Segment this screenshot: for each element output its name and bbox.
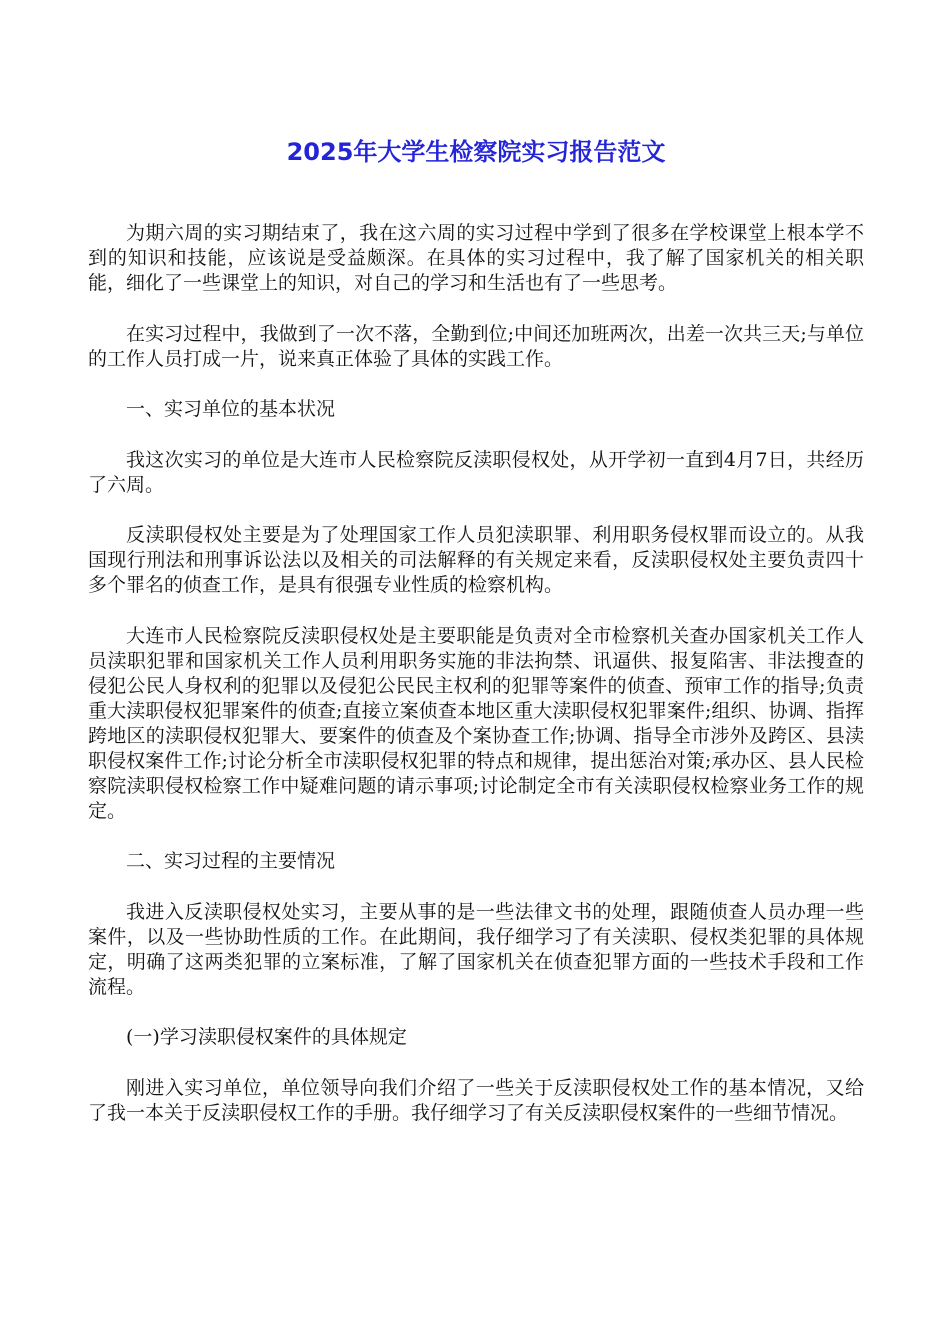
section-heading: 一、实习单位的基本状况: [126, 398, 336, 420]
document-title: 2025年大学生检察院实习报告范文: [286, 138, 666, 166]
paragraph: 大连市人民检察院反渎职侵权处是主要职能是负责对全市检察机关查办国家机关工作人员渎职犯罪和国家机关工作人员利用职务实施的非法拘禁、讯逼供、报复陷害、非法搜查的侵犯公民人身权利的犯罪以及侵犯公民民主权利的犯罪等案件的侦查、预审工作的指导;负责重大渎职侵权犯罪案件的侦查;直接立案侦查本地区重大渎职侵权犯罪案件;组织、协调、指挥跨地区的渎职侵权犯罪大、要案件的侦查及个案协查工作;协调、指导全市涉外及跨区、县渎职侵权案件工作;讨论分析全市渎职侵权犯罪的特点和规律，提出惩治对策;承办区、县人民检察院渎职侵权检察工作中疑难问题的请示事项;讨论制定全市有关渎职侵权检察业务工作的规定。: [88, 624, 864, 822]
paragraph: 我这次实习的单位是大连市人民检察院反渎职侵权处，从开学初一直到4月7日，共经历了六周。: [88, 448, 864, 496]
document-body: [88, 221, 864, 1151]
paragraph: 在实习过程中，我做到了一次不落，全勤到位;中间还加班两次，出差一次共三天;与单位的工作人员打成一片，说来真正体验了具体的实践工作。: [88, 322, 864, 370]
paragraph: 反渎职侵权处主要是为了处理国家工作人员犯渎职罪、利用职务侵权罪而设立的。从我国现行刑法和刑事诉讼法以及相关的司法解释的有关规定来看，反渎职侵权处主要负责四十多个罪名的侦查工作，是具有很强专业性质的检察机构。: [88, 524, 864, 596]
paragraph: 为期六周的实习期结束了，我在这六周的实习过程中学到了很多在学校课堂上根本学不到的知识和技能，应该说是受益颇深。在具体的实习过程中，我了解了国家机关的相关职能，细化了一些课堂上的知识，对自己的学习和生活也有了一些思考。: [88, 222, 864, 294]
section-heading: 二、实习过程的主要情况: [126, 850, 336, 872]
paragraph: 刚进入实习单位，单位领导向我们介绍了一些关于反渎职侵权处工作的基本情况，又给了我一本关于反渎职侵权工作的手册。我仔细学习了有关反渎职侵权案件的一些细节情况。: [88, 1076, 864, 1124]
paragraph: 我进入反渎职侵权处实习，主要从事的是一些法律文书的处理，跟随侦查人员办理一些案件，以及一些协助性质的工作。在此期间，我仔细学习了有关渎职、侵权类犯罪的具体规定，明确了这两类犯罪的立案标准，了解了国家机关在侦查犯罪方面的一些技术手段和工作流程。: [88, 900, 864, 998]
subsection-heading: (一)学习渎职侵权案件的具体规定: [126, 1026, 407, 1048]
